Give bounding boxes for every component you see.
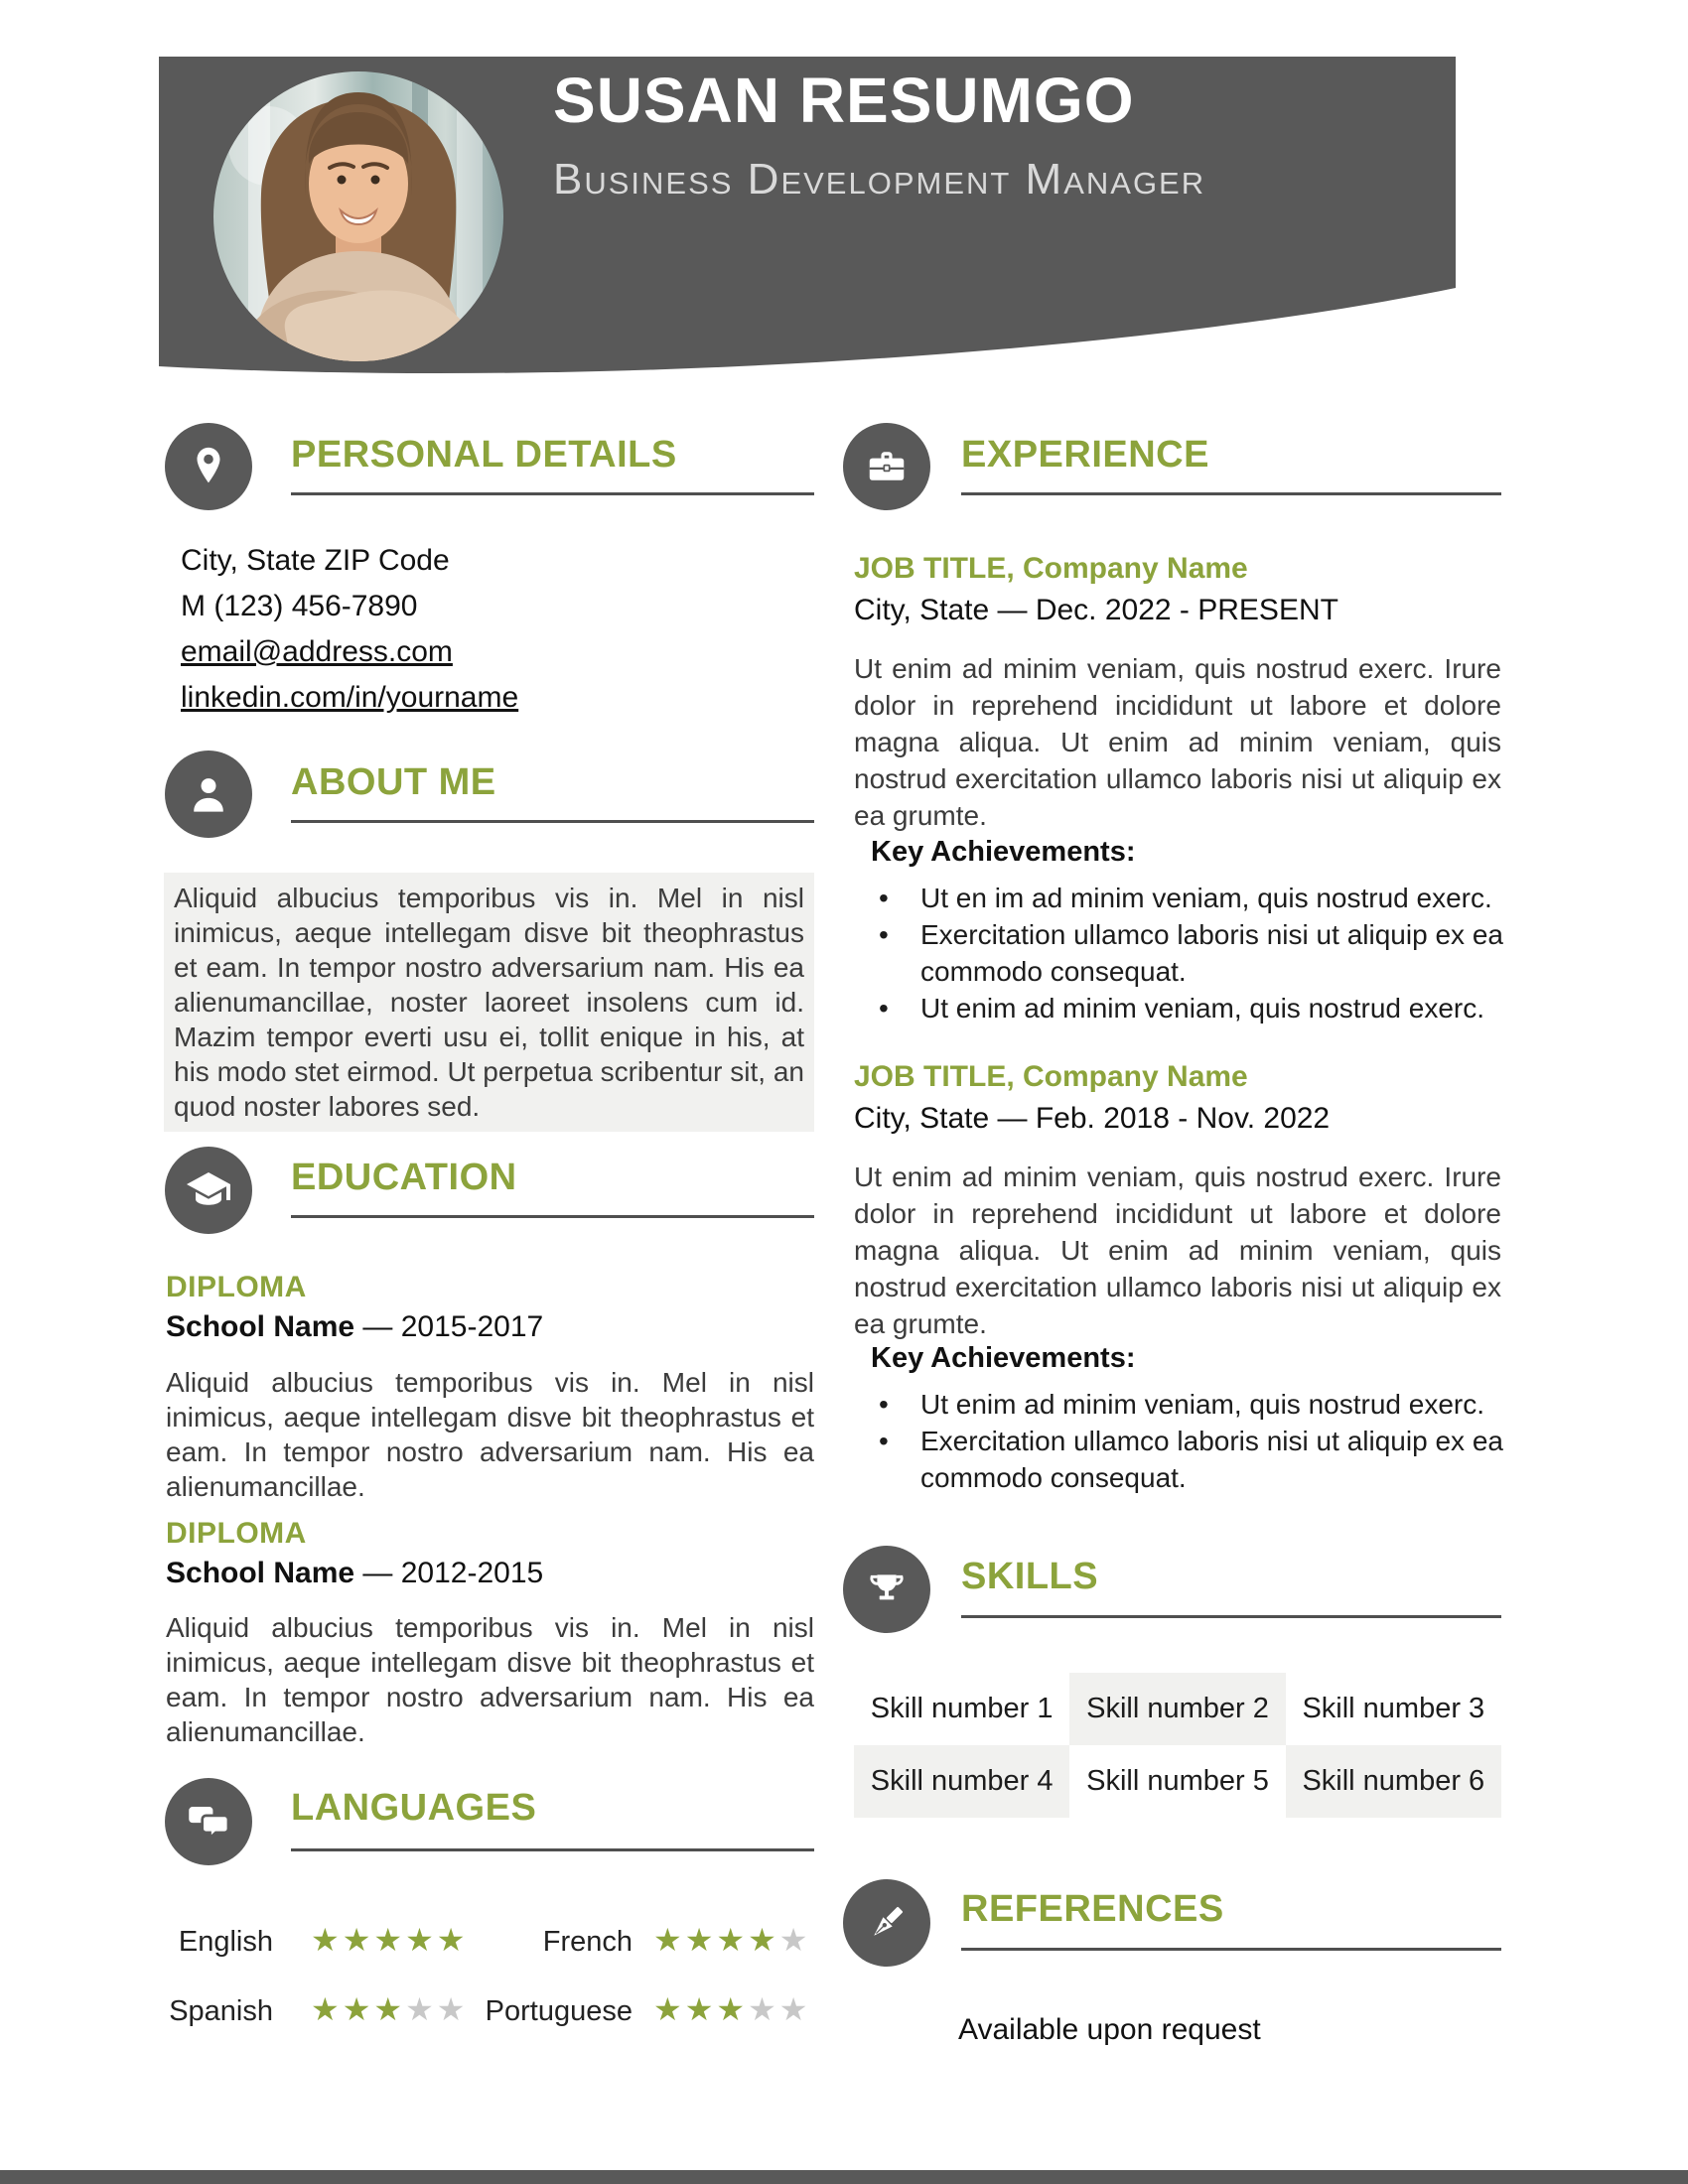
achievement-bullet: • Exercitation ullamco laboris nisi ut aliquip ex ea commodo consequat.: [871, 916, 1503, 990]
personal-details-heading: PERSONAL DETAILS: [291, 434, 677, 476]
school-name-1: School Name: [166, 1310, 355, 1343]
language-name-portuguese: Portuguese: [485, 1995, 633, 2027]
key-achievements-label-1: Key Achievements:: [871, 836, 1136, 868]
language-rating-spanish: ★★★★★: [311, 1991, 469, 2027]
achievement-bullet: • Ut enim ad minim veniam, quis nostrud exerc.: [871, 990, 1503, 1026]
experience-heading: EXPERIENCE: [961, 434, 1209, 476]
education-paragraph-2: Aliquid albucius temporibus vis in. Mel in nisl inimicus, aeque intellegam disve bit theophrastus et eam. In tempor nostro adversarium nam. His ea alienumancillae.: [166, 1612, 814, 1747]
key-achievements-label-2: Key Achievements:: [871, 1342, 1136, 1374]
achievement-bullet: • Ut enim ad minim veniam, quis nostrud exerc.: [871, 1386, 1503, 1423]
skill-item: Skill number 5: [1086, 1765, 1269, 1797]
job-title-2: JOB TITLE, Company Name: [854, 1060, 1248, 1093]
speech-bubbles-icon: [165, 1778, 252, 1865]
skill-item: Skill number 1: [870, 1693, 1054, 1724]
contact-email-link[interactable]: email@address.com: [181, 635, 453, 668]
school-line-1: [166, 1310, 543, 1344]
skills-heading: SKILLS: [961, 1556, 1099, 1597]
skills-grid: [854, 1673, 1501, 1818]
languages-underline: [291, 1848, 814, 1851]
person-icon: [165, 751, 252, 838]
references-underline: [961, 1948, 1501, 1951]
trophy-icon: [843, 1546, 930, 1633]
about-me-heading: ABOUT ME: [291, 761, 496, 803]
skill-item: Skill number 6: [1286, 1745, 1501, 1818]
footer-bar: [0, 2170, 1688, 2184]
about-me-paragraph: Aliquid albucius temporibus vis in. Mel in nisl inimicus, aeque intellegam disve bit theophrastus et eam. In tempor nostro adversarium nam. His ea alienumancillae, noster laoreet insolens cum id. Mazim tempor everti usu ei, tollit enique in his, at his modo stet eirmod. Ut perpetua scribentur sit, an quod noster labores sed.: [164, 873, 814, 1132]
language-name-spanish: Spanish: [169, 1995, 273, 2027]
references-heading: REFERENCES: [961, 1888, 1224, 1930]
person-name: SUSAN RESUMGO: [553, 65, 1135, 136]
profile-photo: [213, 71, 503, 361]
person-job-title: Business Development Manager: [553, 155, 1206, 204]
languages-heading: LANGUAGES: [291, 1787, 537, 1829]
about-me-underline: [291, 820, 814, 823]
school-dates-1: — 2015-2017: [362, 1310, 544, 1343]
skills-underline: [961, 1615, 1501, 1618]
achievement-bullet: • Exercitation ullamco laboris nisi ut aliquip ex ea commodo consequat.: [871, 1423, 1503, 1496]
references-text: Available upon request: [958, 2013, 1261, 2046]
contact-address: City, State ZIP Code: [181, 544, 450, 577]
job-title-1: JOB TITLE, Company Name: [854, 552, 1248, 585]
key-achievements-list-1: [871, 880, 1503, 1026]
contact-linkedin-link[interactable]: linkedin.com/in/yourname: [181, 681, 519, 714]
contact-phone: M (123) 456-7890: [181, 590, 418, 622]
language-rating-english: ★★★★★: [311, 1922, 469, 1958]
education-paragraph-1: Aliquid albucius temporibus vis in. Mel in nisl inimicus, aeque intellegam disve bit theophrastus et eam. In tempor nostro adversarium nam. His ea alienumancillae.: [166, 1367, 814, 1502]
key-achievements-list-2: [871, 1386, 1503, 1496]
diploma-label-2: DIPLOMA: [166, 1517, 307, 1550]
job-location-dates-1: City, State — Dec. 2022 - PRESENT: [854, 594, 1338, 626]
education-underline: [291, 1215, 814, 1218]
personal-details-underline: [291, 492, 814, 495]
graduation-cap-icon: [165, 1147, 252, 1234]
language-name-french: French: [542, 1926, 633, 1958]
language-rating-portuguese: ★★★★★: [653, 1991, 811, 2027]
school-name-2: School Name: [166, 1557, 355, 1589]
school-dates-2: — 2012-2015: [362, 1557, 544, 1589]
job-summary-1: Ut enim ad minim veniam, quis nostrud exerc. Irure dolor in reprehend incididunt ut labore et dolore magna aliqua. Ut enim ad minim veniam, quis nostrud exercitation ullamco laboris nisi ut aliquip ex ea grumte.: [854, 653, 1501, 831]
language-rating-french: ★★★★★: [653, 1922, 811, 1958]
experience-underline: [961, 492, 1501, 495]
skill-item: Skill number 3: [1302, 1693, 1485, 1724]
language-name-english: English: [178, 1926, 273, 1958]
diploma-label-1: DIPLOMA: [166, 1271, 307, 1303]
skill-item: Skill number 2: [1069, 1673, 1285, 1745]
job-location-dates-2: City, State — Feb. 2018 - Nov. 2022: [854, 1102, 1331, 1135]
school-line-2: [166, 1557, 543, 1590]
education-heading: EDUCATION: [291, 1157, 517, 1198]
job-summary-2: Ut enim ad minim veniam, quis nostrud exerc. Irure dolor in reprehend incididunt ut labore et dolore magna aliqua. Ut enim ad minim veniam, quis nostrud exercitation ullamco laboris nisi ut aliquip ex ea grumte.: [854, 1161, 1501, 1339]
contact-block: [181, 538, 518, 721]
pen-nib-icon: [843, 1879, 930, 1967]
achievement-bullet: • Ut en im ad minim veniam, quis nostrud exerc.: [871, 880, 1503, 916]
skill-item: Skill number 4: [854, 1745, 1069, 1818]
briefcase-icon: [843, 423, 930, 510]
location-pin-icon: [165, 423, 252, 510]
